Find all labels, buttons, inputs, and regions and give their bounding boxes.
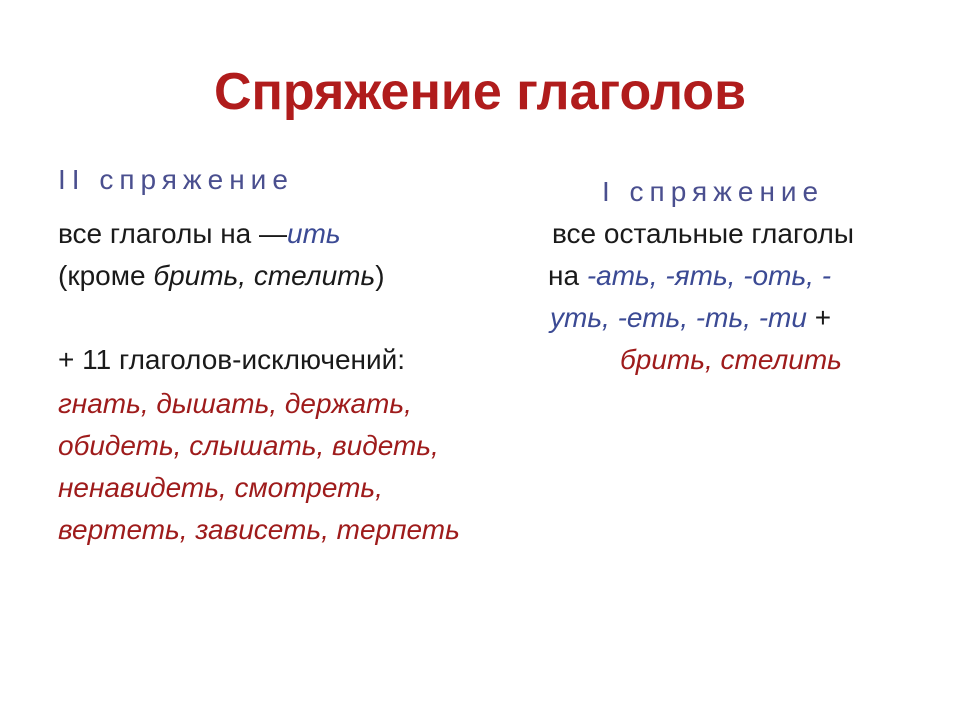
left-heading: II спряжение: [58, 164, 294, 195]
left-except-open: (кроме: [58, 260, 154, 291]
right-endings-1: [548, 256, 831, 296]
right-endings-line1: -ать, -ять, -оть, -: [586, 260, 832, 291]
right-extra-words: брить, стелить: [620, 344, 842, 375]
right-endings-line2: уть, -еть, -ть, -ти: [550, 302, 807, 333]
left-except-close: ): [375, 260, 385, 291]
right-endings-2: [550, 298, 831, 338]
right-endings-plus: +: [806, 302, 832, 333]
slide-title: Спряжение глаголов: [213, 63, 747, 121]
left-rule-ending: ить: [287, 218, 341, 249]
left-rule-prefix: все глаголы на —: [58, 218, 288, 249]
exception-line-1: гнать, дышать, держать,: [58, 388, 412, 419]
left-except: [58, 256, 385, 296]
exceptions-intro: + 11 глаголов-исключений:: [58, 344, 406, 375]
right-rule: все остальные глаголы: [552, 218, 854, 249]
left-except-words: брить, стелить: [153, 260, 376, 291]
exception-line-3: ненавидеть, смотреть,: [58, 472, 383, 503]
right-heading: I спряжение: [602, 176, 825, 207]
exception-line-4: вертеть, зависеть, терпеть: [58, 514, 460, 545]
right-endings-prefix: на: [548, 260, 587, 291]
left-rule: [58, 214, 341, 254]
exception-line-2: обидеть, слышать, видеть,: [58, 430, 439, 461]
